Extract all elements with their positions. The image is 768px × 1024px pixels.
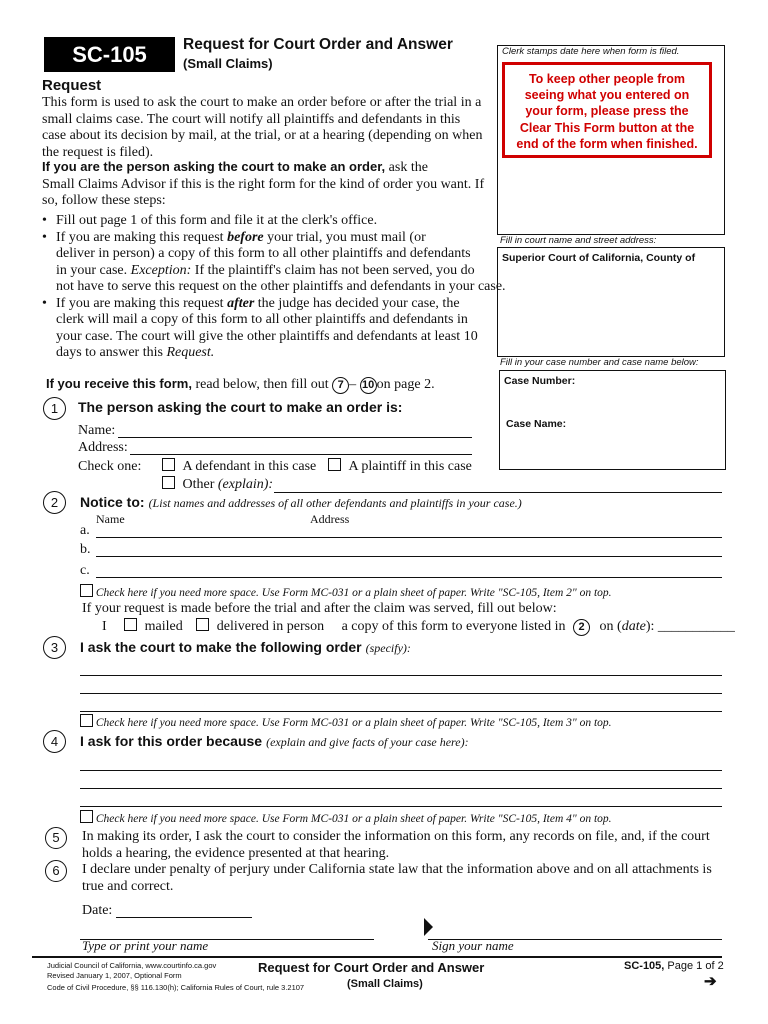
request-intro: This form is used to ask the court to make an order before or after the trial in a small claims case. The court will notify all plaintiffs and defendants in this case about its decision by mail, at the trial, or at a hearing (depending on when the request is filed). bbox=[42, 95, 483, 160]
order-line-1[interactable] bbox=[80, 675, 722, 676]
ref-2: 2 bbox=[573, 619, 590, 636]
case-info-label: Fill in your case number and case name below: bbox=[500, 357, 699, 368]
item-4-heading: I ask for this order because (explain and give facts of your case here): bbox=[80, 733, 469, 749]
other-option[interactable]: Other (explain): bbox=[162, 476, 273, 494]
form-title: Request for Court Order and Answer bbox=[183, 36, 453, 53]
item-3-number: 3 bbox=[43, 636, 66, 659]
plaintiff-option[interactable]: A plaintiff in this case bbox=[328, 458, 472, 476]
notice-row-a-field[interactable] bbox=[96, 537, 722, 538]
footer-subtitle: (Small Claims) bbox=[347, 978, 423, 990]
item-2-more-space[interactable]: Check here if you need more space. Use Form MC-031 or a plain sheet of paper. Write "SC-105, Item 2" on top. bbox=[80, 584, 612, 599]
footer-page: SC-105, Page 1 of 2 bbox=[624, 960, 724, 972]
ref-7: 7 bbox=[332, 377, 349, 394]
mailed-checkbox[interactable] bbox=[124, 618, 137, 631]
next-page-arrow-icon[interactable]: ➔ bbox=[704, 973, 717, 990]
item-1-heading: The person asking the court to make an order is: bbox=[78, 399, 403, 415]
item-6-text: I declare under penalty of perjury under California state law that the information above and on all attachments is true and correct. bbox=[82, 862, 712, 894]
name-field[interactable] bbox=[118, 437, 472, 438]
request-heading: Request bbox=[42, 77, 102, 94]
item-2-more-space-checkbox[interactable] bbox=[80, 584, 93, 597]
reason-line-3[interactable] bbox=[80, 806, 722, 807]
footer-rule bbox=[32, 956, 722, 958]
footer-title: Request for Court Order and Answer bbox=[258, 960, 485, 975]
item-1-number: 1 bbox=[43, 397, 66, 420]
signature-label: Sign your name bbox=[432, 938, 514, 953]
item-2-number: 2 bbox=[43, 491, 66, 514]
item-6-number: 6 bbox=[45, 860, 67, 882]
privacy-notice: To keep other people from seeing what you entered on your form, please press the Clear This Form button at the end of the form when finished. bbox=[502, 62, 712, 158]
date-label: Date: bbox=[82, 903, 113, 918]
if-receive-line: If you receive this form, read below, then fill out 7 – 10 on page 2. bbox=[46, 376, 435, 392]
item-3-more-space[interactable]: Check here if you need more space. Use Form MC-031 or a plain sheet of paper. Write "SC-105, Item 3" on top. bbox=[80, 714, 612, 729]
notice-row-b-field[interactable] bbox=[96, 556, 722, 557]
if-asking-paragraph: If you are the person asking the court to make an order, ask the Small Claims Advisor if this is the right form for the kind of order you want. If so, follow these steps: bbox=[42, 159, 485, 208]
ref-10: 10 bbox=[360, 377, 377, 394]
item-4-more-space-checkbox[interactable] bbox=[80, 810, 93, 823]
reason-line-2[interactable] bbox=[80, 788, 722, 789]
defendant-checkbox[interactable] bbox=[162, 458, 175, 471]
court-name-label: Fill in court name and street address: bbox=[500, 235, 657, 246]
served-note: If your request is made before the trial and after the claim was served, fill out below: bbox=[82, 601, 557, 616]
form-id-badge: SC-105 bbox=[44, 37, 175, 72]
service-line: I mailed delivered in person a copy of this form to everyone listed in 2 on (date): ___________ bbox=[102, 619, 735, 634]
print-name-label: Type or print your name bbox=[82, 938, 209, 953]
service-date-field[interactable]: ___________ bbox=[657, 619, 735, 634]
address-label: Address: bbox=[78, 440, 128, 455]
address-field[interactable] bbox=[130, 454, 472, 455]
col-address-header: Address bbox=[310, 512, 350, 526]
case-name-label: Case Name: bbox=[506, 418, 567, 430]
date-field[interactable] bbox=[116, 917, 252, 918]
item-2-heading: Notice to: (List names and addresses of all other defendants and plaintiffs in your case.) bbox=[80, 494, 522, 510]
notice-row-b-label: b. bbox=[80, 542, 91, 557]
clerk-stamp-label: Clerk stamps date here when form is filed. bbox=[502, 46, 680, 57]
form-subtitle: (Small Claims) bbox=[183, 56, 273, 71]
court-name-text: Superior Court of California, County of bbox=[502, 252, 696, 264]
item-5-number: 5 bbox=[45, 827, 67, 849]
delivered-checkbox[interactable] bbox=[196, 618, 209, 631]
item-5-text: In making its order, I ask the court to consider the information on this form, any records on file, and, if the court holds a hearing, the evidence presented at that hearing. bbox=[82, 829, 710, 861]
notice-row-a-label: a. bbox=[80, 523, 90, 538]
item-3-heading: I ask the court to make the following order (specify): bbox=[80, 639, 411, 655]
other-checkbox[interactable] bbox=[162, 476, 175, 489]
other-explain-field[interactable] bbox=[274, 492, 722, 493]
notice-row-c-label: c. bbox=[80, 563, 90, 578]
col-name-header: Name bbox=[96, 512, 125, 526]
defendant-option[interactable]: A defendant in this case bbox=[162, 458, 316, 476]
case-number-label: Case Number: bbox=[504, 375, 576, 387]
item-4-number: 4 bbox=[43, 730, 66, 753]
item-3-more-space-checkbox[interactable] bbox=[80, 714, 93, 727]
reason-line-1[interactable] bbox=[80, 770, 722, 771]
item-4-more-space[interactable]: Check here if you need more space. Use Form MC-031 or a plain sheet of paper. Write "SC-105, Item 4" on top. bbox=[80, 810, 612, 825]
order-line-3[interactable] bbox=[80, 711, 722, 712]
signature-arrow-icon bbox=[424, 918, 433, 936]
footer-legal: Judicial Council of California, www.courtinfo.ca.gov Revised January 1, 2007, Optional Form Code of Civil Procedure, §§ 116.130(h); California Rules of Court, rule 3.2107 bbox=[47, 961, 305, 992]
notice-row-c-field[interactable] bbox=[96, 577, 722, 578]
order-line-2[interactable] bbox=[80, 693, 722, 694]
check-one-label: Check one: bbox=[78, 459, 142, 474]
instruction-bullets: • Fill out page 1 of this form and file it at the clerk's office. • If you are making this request before your trial, you must mail (or deliver in person) a copy of this form to all other plaintiffs and defendants in your case. Exception: If the plaintiff's claim has not been served, you do not have to serve this request on the other plaintiffs and defendants in your case. • If you are making this request after the judge has decided your case, the clerk will mail a copy of this form to all other plaintiffs and defendants in your case. The court will give the other plaintiffs and defendants at least 10 days to answer this Request. bbox=[42, 213, 506, 360]
plaintiff-checkbox[interactable] bbox=[328, 458, 341, 471]
name-label: Name: bbox=[78, 423, 116, 438]
